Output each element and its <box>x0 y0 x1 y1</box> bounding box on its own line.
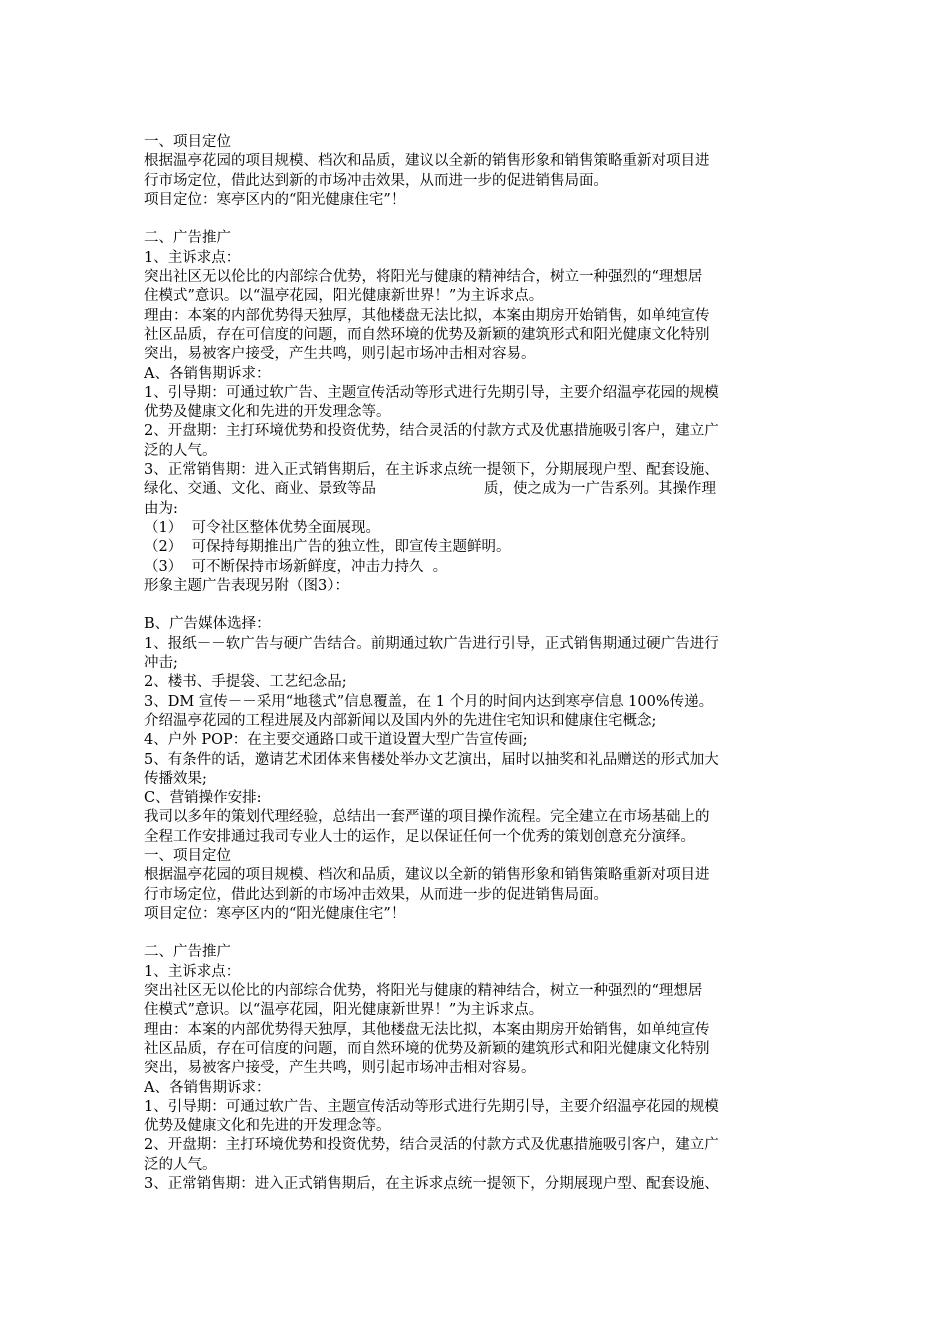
subheading: A、各销售期诉求： <box>144 1079 271 1096</box>
paragraph-line: 传播效果; <box>144 770 207 787</box>
section-heading: 一、项目定位 <box>144 134 231 150</box>
paragraph-line: 3、正常销售期：进入正式销售期后，在主诉求点统一提领下，分期展现户型、配套设施、 <box>144 1176 719 1193</box>
paragraph-line: 3、DM 宣传－－采用“地毯式”信息覆盖，在 1 个月的时间内达到寒亭信息 100%传递。 <box>144 693 714 710</box>
paragraph-line: 项目定位：寒亭区内的“阳光健康住宅”！ <box>144 905 406 922</box>
paragraph-line: 1、引导期：可通过软广告、主题宣传活动等形式进行先期引导，主要介绍温亭花园的规模 <box>144 1098 719 1115</box>
paragraph-line: 行市场定位，借此达到新的市场冲击效果，从而进一步的促进销售局面。 <box>144 172 608 189</box>
document-page <box>144 133 810 1194</box>
paragraph-line: 项目定位：寒亭区内的“阳光健康住宅”！ <box>144 191 406 208</box>
paragraph-line: 2、楼书、手提袋、工艺纪念品; <box>144 674 347 691</box>
paragraph-line: 1、报纸－－软广告与硬广告结合。前期通过软广告进行引导，正式销售期通过硬广告进行 <box>144 635 719 652</box>
paragraph-line: 根据温亭花园的项目规模、档次和品质，建议以全新的销售形象和销售策略重新对项目进 <box>144 867 710 884</box>
paragraph-line <box>144 480 810 499</box>
paragraph-line: 4、户外 POP：在主要交通路口或干道设置大型广告宣传画; <box>144 732 528 749</box>
paragraph-line: 介绍温亭花园的工程进展及内部新闻以及国内外的先进住宅知识和健康住宅概念; <box>144 712 657 729</box>
paragraph-line: 2、开盘期：主打环境优势和投资优势，结合灵活的付款方式及优惠措施吸引客户，建立广 <box>144 423 719 440</box>
list-item: （1） 可令社区整体优势全面展现。 <box>144 519 380 536</box>
paragraph-line: 冲击; <box>144 655 178 672</box>
paragraph-line: 泛的人气。 <box>144 442 217 459</box>
paragraph-line: 我司以多年的策划代理经验，总结出一套严谨的项目操作流程。完全建立在市场基础上的 <box>144 809 710 826</box>
subheading: 1、主诉求点： <box>144 963 241 980</box>
paragraph-line: 根据温亭花园的项目规模、档次和品质，建议以全新的销售形象和销售策略重新对项目进 <box>144 153 710 170</box>
paragraph-line: 突出社区无以伦比的内部综合优势，将阳光与健康的精神结合，树立一种强烈的“理想居 <box>144 269 703 286</box>
paragraph-line: 社区品质，存在可信度的问题，而自然环境的优势及新颖的建筑形式和阳光健康文化特别 <box>144 326 710 343</box>
paragraph-line: 突出，易被客户接受，产生共鸣，则引起市场冲击相对容易。 <box>144 346 536 363</box>
paragraph-line: 泛的人气。 <box>144 1156 217 1173</box>
blank-line <box>144 596 810 615</box>
text-segment: 质，使之成为一广告系列。其操作理 <box>484 481 716 498</box>
list-item: （3） 可不断保持市场新鲜度，冲击力持久 。 <box>144 558 448 575</box>
paragraph-line: 理由：本案的内部优势得天独厚，其他楼盘无法比拟，本案由期房开始销售，如单纯宣传 <box>144 1021 710 1038</box>
section-heading: 一、项目定位 <box>144 847 231 864</box>
paragraph-line: 全程工作安排通过我司专业人士的运作，足以保证任何一个优秀的策划创意充分演绎。 <box>144 828 695 845</box>
paragraph-line: 5、有条件的话，邀请艺术团体来售楼处举办文艺演出，届时以抽奖和礼品赠送的形式加大 <box>144 751 719 768</box>
text-segment: 绿化、交通、文化、商业、景致等品 <box>144 481 376 498</box>
subheading: C、营销操作安排: <box>144 790 262 807</box>
paragraph-line: 优势及健康文化和先进的开发理念等。 <box>144 1118 391 1135</box>
paragraph-line: 行市场定位，借此达到新的市场冲击效果，从而进一步的促进销售局面。 <box>144 886 608 903</box>
paragraph-line: 优势及健康文化和先进的开发理念等。 <box>144 404 391 421</box>
paragraph-line: 住模式”意识。以“温亭花园，阳光健康新世界！”为主诉求点。 <box>144 288 544 305</box>
paragraph-line: 2、开盘期：主打环境优势和投资优势，结合灵活的付款方式及优惠措施吸引客户，建立广 <box>144 1137 719 1154</box>
blank-line <box>144 924 810 943</box>
blank-line <box>144 210 810 229</box>
subheading: B、广告媒体选择： <box>144 616 271 633</box>
paragraph-line: 突出社区无以伦比的内部综合优势，将阳光与健康的精神结合，树立一种强烈的“理想居 <box>144 983 703 1000</box>
paragraph-line: 形象主题广告表现另附（图3）： <box>144 577 349 594</box>
section-heading: 二、广告推广 <box>144 944 231 961</box>
paragraph-line: 突出，易被客户接受，产生共鸣，则引起市场冲击相对容易。 <box>144 1060 536 1077</box>
paragraph-line: 3、正常销售期：进入正式销售期后，在主诉求点统一提领下，分期展现户型、配套设施、 <box>144 462 719 479</box>
list-item: （2） 可保持每期推出广告的独立性，即宣传主题鲜明。 <box>144 539 511 556</box>
paragraph-line: 社区品质，存在可信度的问题，而自然环境的优势及新颖的建筑形式和阳光健康文化特别 <box>144 1040 710 1057</box>
section-heading: 二、广告推广 <box>144 230 231 247</box>
subheading: A、各销售期诉求： <box>144 365 271 382</box>
paragraph-line: 由为: <box>144 500 178 517</box>
subheading: 1、主诉求点： <box>144 249 241 266</box>
paragraph-line: 理由：本案的内部优势得天独厚，其他楼盘无法比拟，本案由期房开始销售，如单纯宣传 <box>144 307 710 324</box>
paragraph-line: 1、引导期：可通过软广告、主题宣传活动等形式进行先期引导，主要介绍温亭花园的规模 <box>144 384 719 401</box>
paragraph-line: 住模式”意识。以“温亭花园，阳光健康新世界！”为主诉求点。 <box>144 1002 544 1019</box>
